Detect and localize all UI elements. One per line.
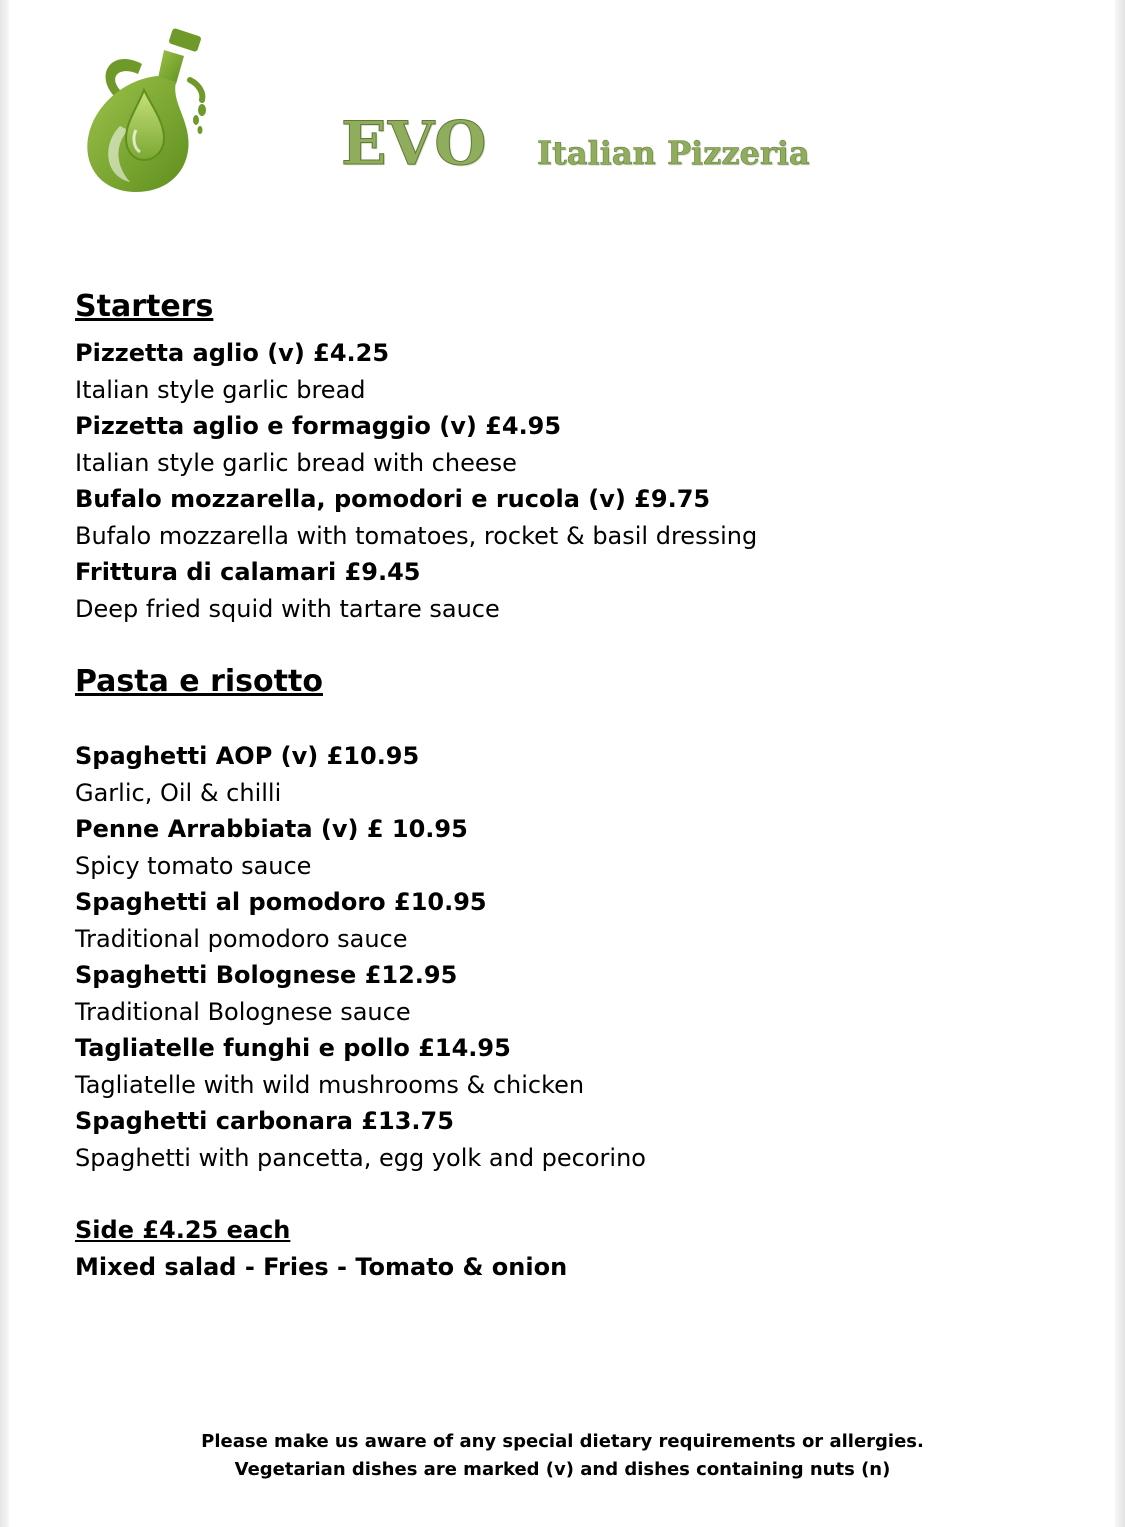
menu-item-name: Spaghetti AOP (v) £10.95 <box>75 742 420 770</box>
menu-item-description: Italian style garlic bread with cheese <box>75 448 517 477</box>
section-spacer <box>75 1176 1075 1212</box>
menu-item-name: Bufalo mozzarella, pomodori e rucola (v) £9.75 <box>75 485 711 513</box>
menu-item-name: Pizzetta aglio (v) £4.25 <box>75 339 390 367</box>
menu-item-description: Traditional pomodoro sauce <box>75 924 408 953</box>
menu-item-description: Bufalo mozzarella with tomatoes, rocket & basil dressing <box>75 521 758 550</box>
menu-item-description: Traditional Bolognese sauce <box>75 997 411 1026</box>
dietary-notice-line-2: Vegetarian dishes are marked (v) and dishes containing nuts (n) <box>234 1459 891 1480</box>
menu-item-description: Tagliatelle with wild mushrooms & chicken <box>75 1070 585 1099</box>
dietary-notice <box>0 1428 1125 1484</box>
section-heading-sides: Side £4.25 each <box>75 1216 291 1244</box>
menu-item-name: Tagliatelle funghi e pollo £14.95 <box>75 1034 511 1062</box>
menu-item-name: Penne Arrabbiata (v) £ 10.95 <box>75 815 468 843</box>
menu-item-description: Spicy tomato sauce <box>75 851 312 880</box>
sides-section <box>75 1212 1075 1285</box>
section-heading-pasta: Pasta e risotto <box>75 664 323 699</box>
brand-name: EVO <box>341 109 488 179</box>
page-edge-left <box>0 0 9 1527</box>
menu-item-description: Deep fried squid with tartare sauce <box>75 594 500 623</box>
menu-item-name: Spaghetti Bolognese £12.95 <box>75 961 458 989</box>
dietary-notice-line-1: Please make us aware of any special dietary requirements or allergies. <box>201 1431 924 1452</box>
brand-tagline: Italian Pizzeria <box>537 134 810 172</box>
menu-item-description: Garlic, Oil & chilli <box>75 778 282 807</box>
menu <box>75 287 1075 1285</box>
starters-section <box>75 287 1075 627</box>
menu-item-name: Spaghetti carbonara £13.75 <box>75 1107 454 1135</box>
page-edge-right <box>1115 0 1125 1527</box>
side-items-list: Mixed salad - Fries - Tomato & onion <box>75 1252 568 1281</box>
menu-item-name: Frittura di calamari £9.45 <box>75 558 421 586</box>
heading-spacer <box>75 710 1075 738</box>
menu-item-description: Italian style garlic bread <box>75 375 366 404</box>
menu-item-description: Spaghetti with pancetta, egg yolk and pecorino <box>75 1143 646 1172</box>
menu-item-name: Spaghetti al pomodoro £10.95 <box>75 888 487 916</box>
section-heading-starters: Starters <box>75 289 214 324</box>
olive-oil-bottle-icon <box>72 26 217 198</box>
menu-item-name: Pizzetta aglio e formaggio (v) £4.95 <box>75 412 562 440</box>
pasta-section <box>75 662 1075 1176</box>
section-spacer <box>75 627 1075 662</box>
